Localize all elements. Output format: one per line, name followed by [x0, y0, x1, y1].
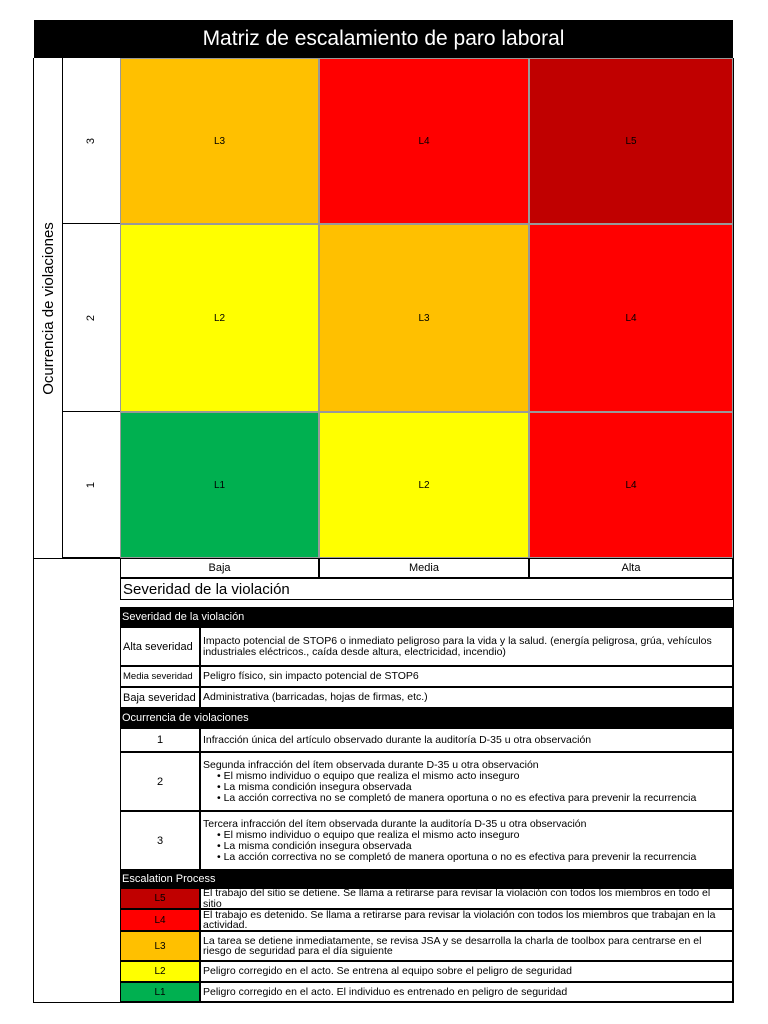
- row-label-1: [62, 412, 120, 558]
- matrix-cell-l4: L4: [529, 224, 733, 412]
- row-label-text: 2: [85, 314, 98, 321]
- column-label-alta: Alta: [529, 558, 733, 578]
- severity-label-media: Media severidad: [120, 666, 200, 687]
- occurrence-label-3: 3: [120, 811, 200, 870]
- row-label-text: 1: [85, 481, 98, 488]
- occurrence-bullet: • La misma condición insegura observada: [217, 839, 412, 852]
- severity-desc-text: Administrativa (barricadas, hojas de firmas, etc.): [203, 691, 428, 703]
- matrix-cell-l5: L5: [529, 58, 733, 224]
- severity-desc-media: [200, 666, 733, 687]
- escalation-level-l4: L4: [120, 909, 200, 931]
- frame-bottom-border: [33, 1002, 734, 1003]
- occurrence-section-header: Ocurrencia de violaciones: [120, 708, 733, 728]
- matrix-cell-l2: L2: [319, 412, 529, 558]
- matrix-cell-l3: L3: [319, 224, 529, 412]
- occurrence-desc-text: Segunda infracción del ítem observada durante D-35 u otra observación: [203, 758, 539, 771]
- y-axis-label: [34, 58, 62, 558]
- column-label-media: Media: [319, 558, 529, 578]
- escalation-section-header: Escalation Process: [120, 870, 733, 888]
- matrix-cell-l1: L1: [120, 412, 319, 558]
- column-label-baja: Baja: [120, 558, 319, 578]
- occurrence-desc-text: Infracción única del artículo observado durante la auditoría D-35 u otra observación: [203, 733, 592, 746]
- escalation-desc-l1: Peligro corregido en el acto. El individuo es entrenado en peligro de seguridad: [200, 982, 733, 1002]
- escalation-desc-l3: La tarea se detiene inmediatamente, se revisa JSA y se desarrolla la charla de toolbox para centrarse en el riesgo de seguridad para el día siguiente: [200, 931, 733, 961]
- escalation-level-l5: L5: [120, 888, 200, 909]
- occurrence-bullet: • La acción correctiva no se completó de manera oportuna o no es efectiva para prevenir la recurrencia: [217, 791, 697, 804]
- escalation-desc-l4: El trabajo es detenido. Se llama a retirarse para revisar la violación con todos los miembros que trabajan en la actividad.: [200, 909, 733, 931]
- page-title: Matriz de escalamiento de paro laboral: [34, 20, 733, 58]
- severity-section-header: Severidad de la violación: [120, 607, 733, 627]
- matrix-cell-l2: L2: [120, 224, 319, 412]
- x-axis-label: Severidad de la violación: [120, 578, 733, 600]
- y-axis-label-text: Ocurrencia de violaciones: [39, 221, 57, 395]
- row-label-3: [62, 58, 120, 224]
- matrix-cell-l4: L4: [319, 58, 529, 224]
- row-label-2: [62, 224, 120, 412]
- occurrence-label-2: 2: [120, 752, 200, 811]
- escalation-level-l3: L3: [120, 931, 200, 961]
- severity-desc-text: Peligro físico, sin impacto potencial de STOP6: [203, 670, 419, 682]
- severity-label-baja: Baja severidad: [120, 687, 200, 708]
- severity-desc-text: Impacto potencial de STOP6 o inmediato peligroso para la vida y la salud. (energía peligrosa, grúa, vehículos industriales eléctricos., caída desde altura, electricidad, incendio): [203, 634, 712, 658]
- escalation-desc-l5: El trabajo del sitio se detiene. Se llama a retirarse para revisar la violación con todos los miembros en todo el sitio: [200, 888, 733, 909]
- occurrence-desc-2: [200, 752, 733, 811]
- occurrence-bullet: • El mismo individuo o equipo que realiza el mismo acto inseguro: [217, 828, 520, 841]
- severity-label-alta: Alta severidad: [120, 627, 200, 666]
- occurrence-label-1: 1: [120, 728, 200, 752]
- matrix-cell-l3: L3: [120, 58, 319, 224]
- occurrence-desc-1: [200, 728, 733, 752]
- severity-desc-alta: [200, 627, 733, 666]
- occurrence-desc-text: Tercera infracción del ítem observada durante la auditoría D-35 u otra observación: [203, 817, 587, 830]
- frame-right-border: [733, 58, 734, 1003]
- escalation-level-l1: L1: [120, 982, 200, 1002]
- row-label-text: 3: [85, 137, 98, 144]
- escalation-level-l2: L2: [120, 961, 200, 982]
- occurrence-bullet: • La misma condición insegura observada: [217, 780, 412, 793]
- occurrence-desc-3: [200, 811, 733, 870]
- matrix-cell-l4: L4: [529, 412, 733, 558]
- occurrence-bullet: • La acción correctiva no se completó de manera oportuna o no es efectiva para prevenir la recurrencia: [217, 850, 697, 863]
- escalation-desc-l2: Peligro corregido en el acto. Se entrena al equipo sobre el peligro de seguridad: [200, 961, 733, 982]
- occurrence-bullet: • El mismo individuo o equipo que realiza el mismo acto inseguro: [217, 769, 520, 782]
- severity-desc-baja: [200, 687, 733, 708]
